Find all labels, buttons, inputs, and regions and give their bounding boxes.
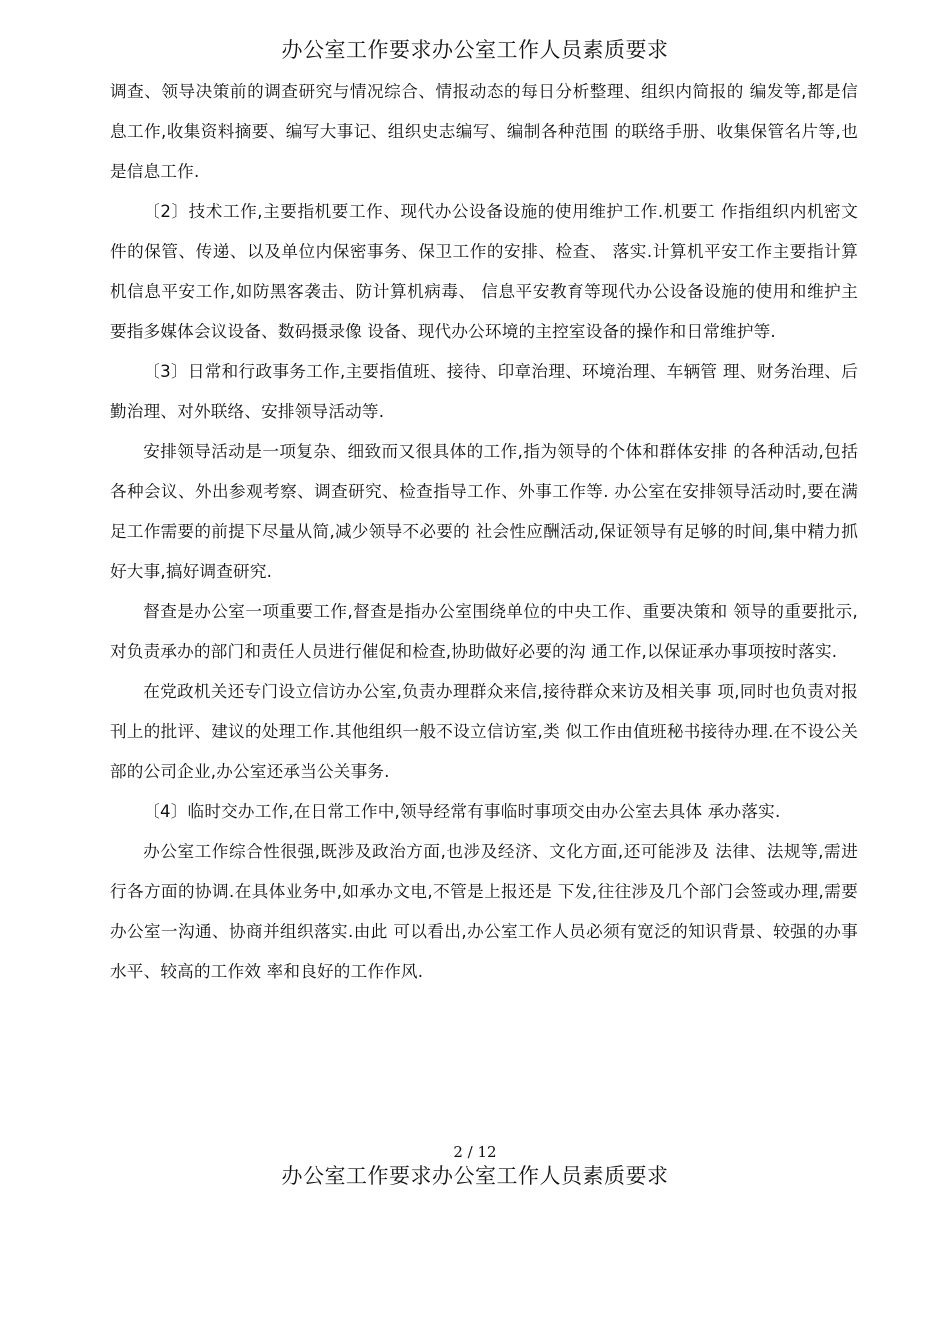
next-page-header-title: 办公室工作要求办公室工作人员素质要求 — [281, 1164, 669, 1188]
paragraph-info-work-continued: 调查、领导决策前的调查研究与情况综合、情报动态的每日分析整理、组织内简报的 编发等,都是信息工作,收集资料摘要、编写大事记、组织史志编写、编制各种范围 的联络手册、收集保管名片等,也是信息工作. — [110, 82, 858, 181]
paragraph-comprehensive-nature: 办公室工作综合性很强,既涉及政治方面,也涉及经济、文化方面,还可能涉及 法律、法规等,需进行各方面的协调.在具体业务中,如承办文电,不管是上报还是 下发,往往涉及几个部门会签或办理,需要办公室一沟通、协商并组织落实.由此 可以看出,办公室工作人员必须有宽泛的知识背景、较强的办事水平、较高的工作效 率和良好的工作作风. — [110, 842, 858, 981]
paragraph-leader-activities: 安排领导活动是一项复杂、细致而又很具体的工作,指为领导的个体和群体安排 的各种活动,包括各种会议、外出参观考察、调查研究、检查指导工作、外事工作等. 办公室在安排领导活动时,要在满足工作需要的前提下尽量从简,减少领导不必要的 社会性应酬活动,保证领导有足够的时间,集中精力抓好大事,搞好调查研究. — [110, 442, 858, 581]
page-header-title: 办公室工作要求办公室工作人员素质要求 — [281, 38, 669, 62]
page-number: 2 / 12 — [453, 1143, 497, 1161]
paragraph-administrative-work: 〔3〕日常和行政事务工作,主要指值班、接待、印章治理、环境治理、车辆管 理、财务治理、后勤治理、对外联络、安排领导活动等. — [110, 362, 858, 421]
paragraph-petition-office: 在党政机关还专门设立信访办公室,负责办理群众来信,接待群众来访及相关事 项,同时也负责对报刊上的批评、建议的处理工作.其他组织一般不设立信访室,类 似工作由值班秘书接待办理.在不设公关部的公司企业,办公室还承当公关事务. — [110, 682, 858, 781]
paragraph-technical-work: 〔2〕技术工作,主要指机要工作、现代办公设备设施的使用维护工作.机要工 作指组织内机密文件的保管、传递、以及单位内保密事务、保卫工作的安排、检查、 落实.计算机平安工作主要指计算机信息平安工作,如防黑客袭击、防计算机病毒、 信息平安教育等现代办公设备设施的使用和维护主要指多媒体会议设备、数码摄录像 设备、现代办公环境的主控室设备的操作和日常维护等. — [110, 202, 858, 341]
paragraph-supervision: 督查是办公室一项重要工作,督查是指办公室围绕单位的中央工作、重要决策和 领导的重要批示,对负责承办的部门和责任人员进行催促和检查,协助做好必要的沟 通工作,以保证承办事项按时落实. — [110, 602, 858, 661]
paragraph-temporary-tasks: 〔4〕临时交办工作,在日常工作中,领导经常有事临时事项交由办公室去具体 承办落实. — [143, 802, 781, 821]
document-body — [110, 72, 858, 992]
